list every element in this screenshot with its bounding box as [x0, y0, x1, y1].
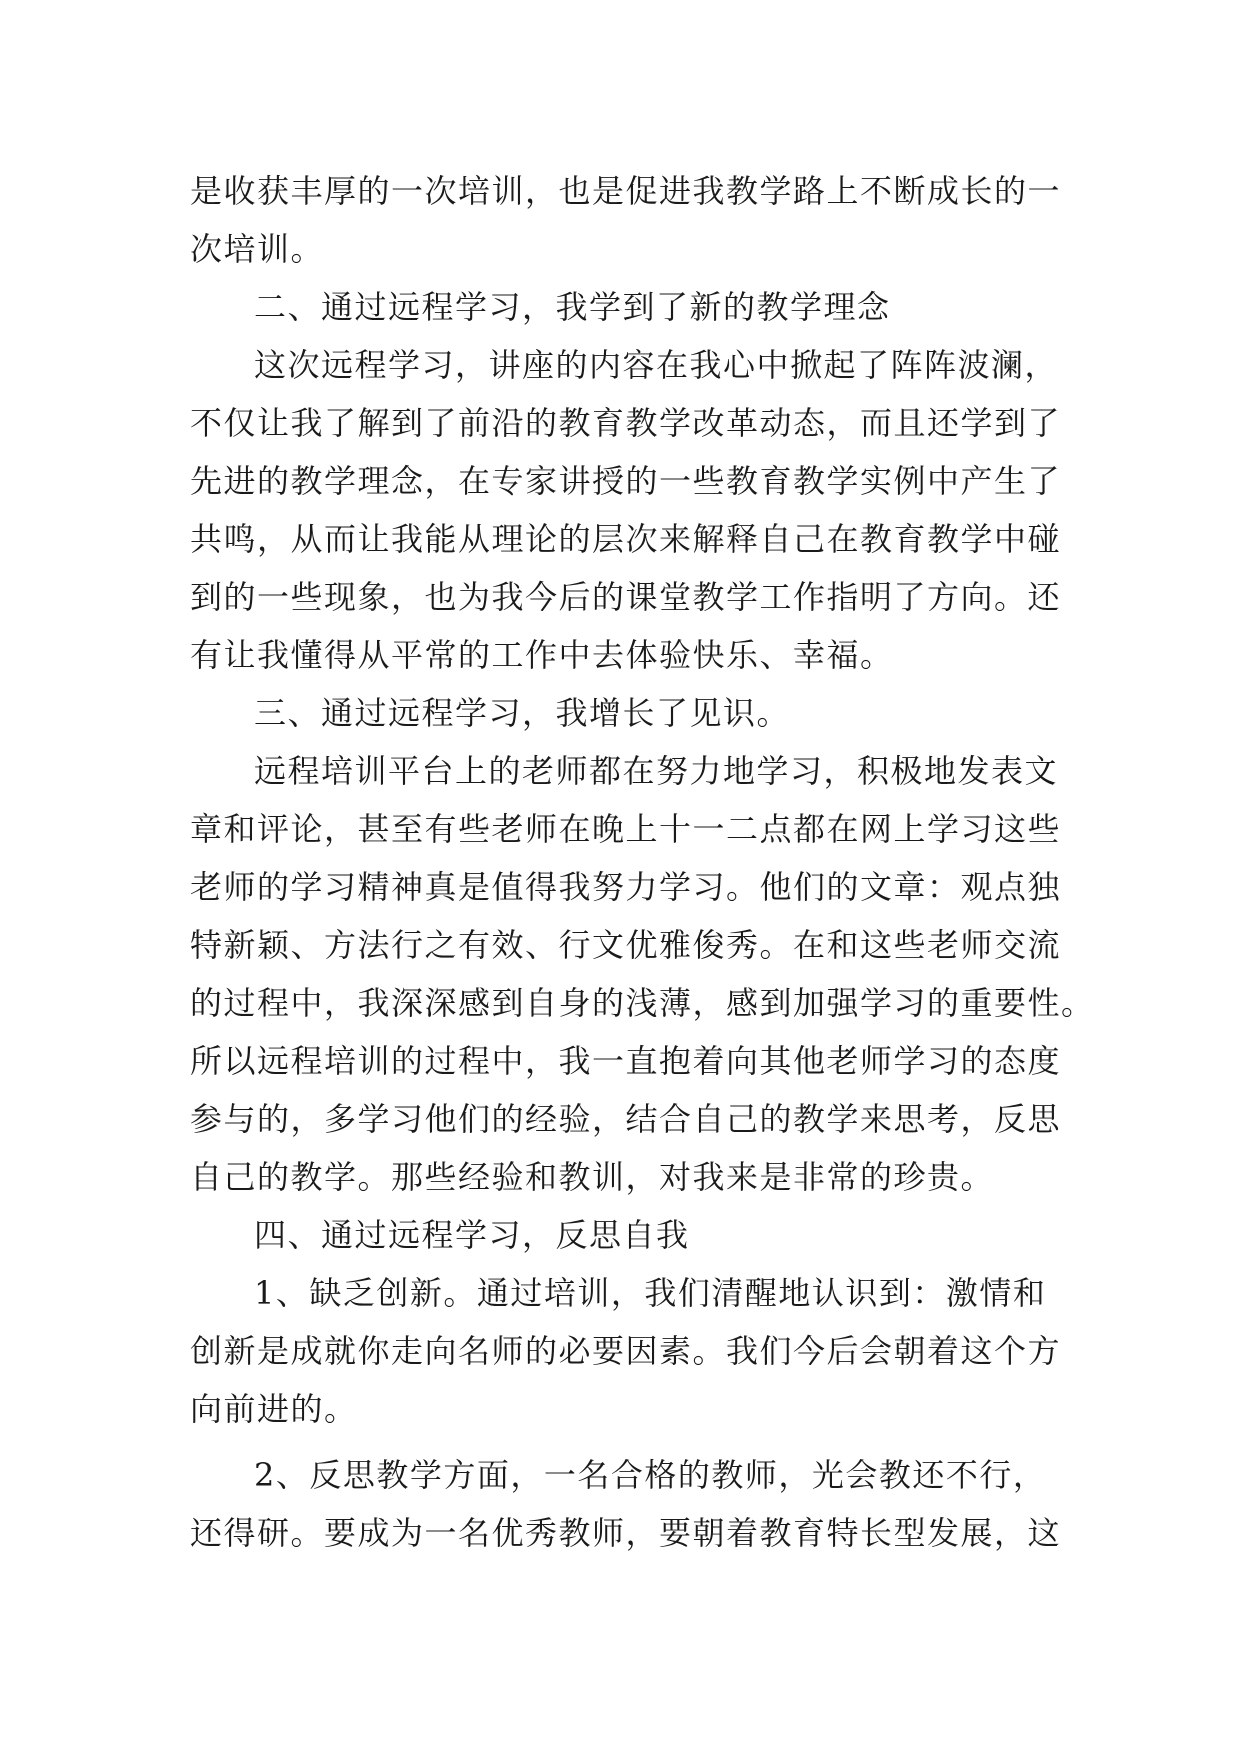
paragraph-start: 1、缺乏创新。通过培训，我们清醒地认识到：激情和 [254, 1274, 1047, 1312]
document-body [190, 162, 1095, 1562]
text-line: 自己的教学。那些经验和教训，对我来是非常的珍贵。 [190, 1158, 995, 1196]
text-line: 共鸣，从而让我能从理论的层次来解释自己在教育教学中碰 [190, 520, 1062, 558]
paragraph-start: 这次远程学习，讲座的内容在我心中掀起了阵阵波澜， [254, 346, 1059, 384]
text-line: 所以远程培训的过程中，我一直抱着向其他老师学习的态度 [190, 1042, 1062, 1080]
text-line: 有让我懂得从平常的工作中去体验快乐、幸福。 [190, 636, 894, 674]
text-line: 章和评论，甚至有些老师在晚上十一二点都在网上学习这些 [190, 810, 1062, 848]
text-line: 到的一些现象，也为我今后的课堂教学工作指明了方向。还 [190, 578, 1062, 616]
text-line: 不仅让我了解到了前沿的教育教学改革动态，而且还学到了 [190, 404, 1062, 442]
section-heading: 三、通过远程学习，我增长了见识。 [254, 694, 791, 732]
text-line: 参与的，多学习他们的经验，结合自己的教学来思考，反思 [190, 1100, 1062, 1138]
text-line: 特新颖、方法行之有效、行文优雅俊秀。在和这些老师交流 [190, 926, 1062, 964]
paragraph-start: 2、反思教学方面，一名合格的教师，光会教还不行， [254, 1456, 1047, 1494]
text-line: 向前进的。 [190, 1390, 358, 1428]
text-line: 先进的教学理念，在专家讲授的一些教育教学实例中产生了 [190, 462, 1062, 500]
text-line: 老师的学习精神真是值得我努力学习。他们的文章：观点独 [190, 868, 1062, 906]
text-line: 的过程中，我深深感到自身的浅薄，感到加强学习的重要性。 [190, 984, 1095, 1022]
section-heading: 四、通过远程学习，反思自我 [254, 1216, 690, 1254]
text-line: 创新是成就你走向名师的必要因素。我们今后会朝着这个方 [190, 1332, 1062, 1370]
text-line: 还得研。要成为一名优秀教师，要朝着教育特长型发展，这 [190, 1514, 1062, 1552]
section-heading: 二、通过远程学习，我学到了新的教学理念 [254, 288, 891, 326]
text-line: 次培训。 [190, 230, 325, 268]
text-line: 是收获丰厚的一次培训，也是促进我教学路上不断成长的一 [190, 172, 1062, 210]
paragraph-gap [190, 1438, 1050, 1446]
paragraph-start: 远程培训平台上的老师都在努力地学习，积极地发表文 [254, 752, 1059, 790]
